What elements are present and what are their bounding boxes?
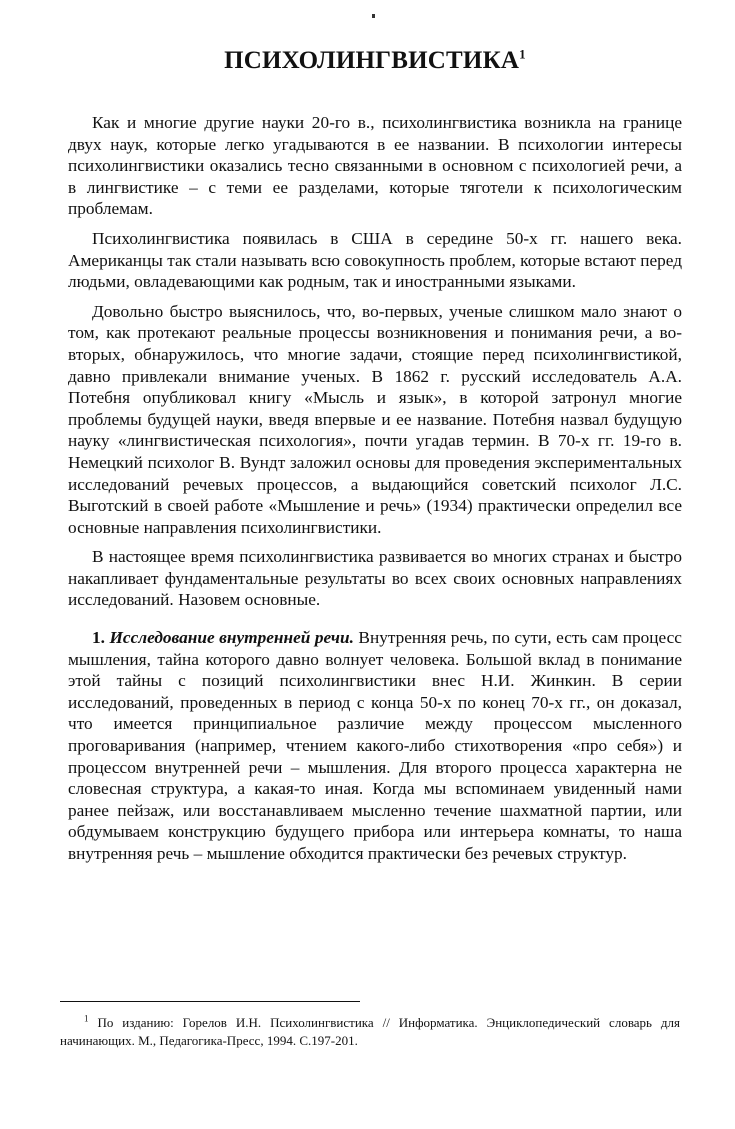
section-1-paragraph bbox=[68, 627, 682, 865]
footnote-divider bbox=[60, 1001, 360, 1002]
article-body bbox=[68, 112, 682, 865]
paragraph-1: Как и многие другие науки 20-го в., психолингвистика возникла на границе двух наук, которые легко угадываются в ее названии. В психологии интересы психолингвистики оказались тесно связанными в основном с психологией речи, а в лингвистике – с теми ее разделами, которые тяготели к психологическим проблемам. bbox=[68, 113, 682, 219]
footnote-text: По изданию: Горелов И.Н. Психолингвистика // Информатика. Энциклопедический словарь для начинающих. М., Педагогика-Пресс, 1994. С.197-201. bbox=[60, 1015, 680, 1048]
title-text: ПСИХОЛИНГВИСТИКА bbox=[224, 47, 520, 74]
footnote-marker: 1 bbox=[84, 1013, 89, 1024]
footnote-body bbox=[60, 1014, 680, 1049]
page-title bbox=[68, 46, 682, 76]
paragraph-2: Психолингвистика появилась в США в середине 50-х гг. нашего века. Американцы так стали называть всю совокупность проблем, которые встают перед людьми, овладевающими как родным, так и иностранными языками. bbox=[68, 228, 682, 292]
title-footnote-marker: 1 bbox=[519, 46, 526, 62]
section-1-number: 1. bbox=[92, 628, 105, 648]
print-mark bbox=[372, 14, 375, 18]
page-content bbox=[68, 34, 682, 865]
paragraph-4: В настоящее время психолингвистика развивается во многих странах и быстро накапливает фундаментальные результаты во всех своих основных направлениях исследований. Назовем основные. bbox=[68, 547, 682, 610]
section-1-text: Внутренняя речь, по сути, есть сам процесс мышления, тайна которого давно волнует человека. Большой вклад в понимание этой тайны с позиций психолингвистики внес Н.И. Жинкин. В серии исследований, проведенных в период с конца 50-х по конец 70-х гг., он доказал, что имеется принципиальное различие между процессом мысленного проговаривания (например, чтением какого-либо стихотворения «про себя») и процессом внутренней речи – мышления. Для второго процесса характерна не словесная структура, а какая-то иная. Когда мы вспоминаем увиденный нами ранее пейзаж, или восстанавливаем мысленно течение шахматной партии, или обдумываем конструкцию будущего прибора или интерьера комнаты, то наша внутренняя речь – мышление обходится практически без речевых структур. bbox=[68, 628, 682, 863]
footnote bbox=[60, 1014, 680, 1049]
paragraph-3: Довольно быстро выяснилось, что, во-первых, ученые слишком мало знают о том, как протекают реальные процессы возникновения и понимания речи, а во-вторых, обнаружилось, что многие задачи, стоящие перед психолингвистикой, давно привлекали внимание ученых. В 1862 г. русский исследователь А.А. Потебня опубликовал книгу «Мысль и язык», в которой затронул многие проблемы будущей науки, введя впервые и ее название. Потебня назвал будущую науку «лингвистическая психология», почти угадав термин. В 70-х гг. 19-го в. Немецкий психолог В. Вундт заложил основы для проведения экспериментальных исследований речевых процессов, а выдающийся советский психолог Л.С. Выготский в своей работе «Мышление и речь» (1934) практически определил все основные направления психолингвистики. bbox=[68, 301, 682, 537]
section-1-heading: Исследование внутренней речи. bbox=[109, 628, 354, 648]
